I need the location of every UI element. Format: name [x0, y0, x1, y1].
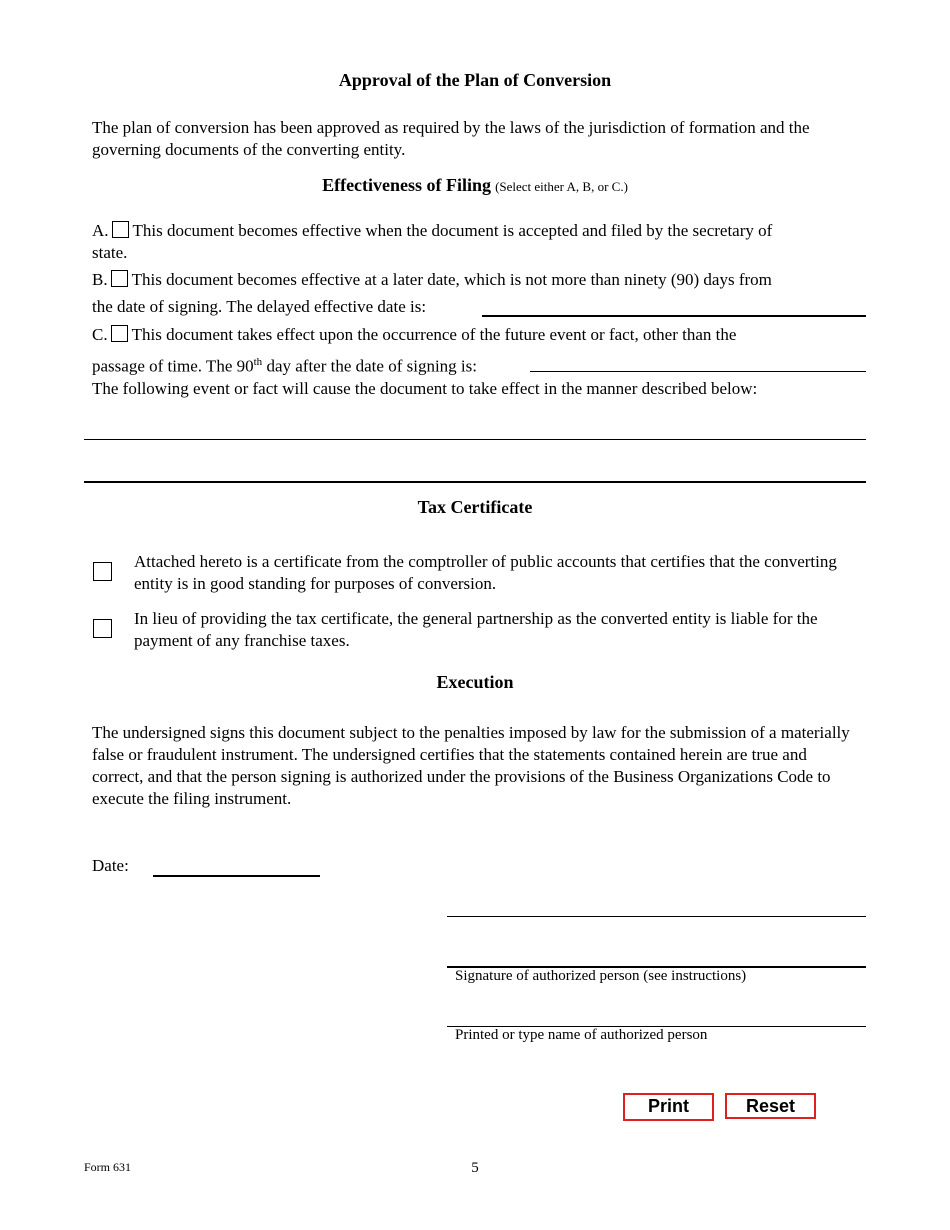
option-b-text-line1: This document becomes effective at a later date, which is not more than ninety (90) days from — [131, 270, 772, 289]
option-c-text-line2-pre: passage of time. The 90 — [92, 356, 254, 376]
approval-heading: Approval of the Plan of Conversion — [338, 70, 612, 90]
option-a-letter: A. — [92, 221, 109, 240]
option-a — [92, 220, 882, 242]
option-a-text-line1: This document becomes effective when the document is accepted and filed by the secretary of — [132, 221, 773, 240]
execution-heading: Execution — [436, 672, 514, 692]
option-b-letter: B. — [92, 270, 108, 289]
signature-label: Signature of authorized person (see instructions) — [455, 968, 747, 984]
effectiveness-heading-row — [0, 175, 950, 196]
printed-name-label: Printed or type name of authorized person — [455, 1027, 708, 1043]
form-number: Form 631 — [84, 1160, 132, 1174]
option-c-superscript: th — [253, 356, 263, 368]
event-fact-text: The following event or fact will cause the document to take effect in the manner described below: — [92, 379, 758, 398]
event-fact-description-field[interactable] — [84, 405, 866, 439]
option-c-letter: C. — [92, 325, 108, 344]
signature-field[interactable] — [447, 944, 866, 966]
delayed-effective-date-field[interactable] — [482, 296, 866, 316]
section-divider — [84, 481, 866, 483]
print-button[interactable]: Print — [623, 1093, 714, 1121]
event-fact-line — [84, 439, 866, 440]
approval-text: The plan of conversion has been approved as required by the laws of the jurisdiction of formation and the governing documents of the converting entity. — [92, 118, 810, 159]
page-number: 5 — [471, 1160, 479, 1176]
franchise-tax-liability-checkbox[interactable] — [93, 619, 112, 638]
option-c-text-line1: This document takes effect upon the occurrence of the future event or fact, other than the — [131, 325, 737, 344]
option-c-checkbox[interactable] — [111, 325, 128, 342]
date-field[interactable] — [153, 857, 320, 876]
ninetieth-day-date-underline — [530, 371, 866, 372]
option-b-text-line2: the date of signing. The delayed effective date is: — [92, 297, 427, 316]
effectiveness-heading: Effectiveness of Filing — [322, 175, 492, 195]
date-label: Date: — [92, 856, 129, 875]
option-c — [92, 324, 882, 346]
reset-button[interactable]: Reset — [725, 1093, 816, 1119]
tax-certificate-attached-checkbox[interactable] — [93, 562, 112, 581]
printed-name-field[interactable] — [447, 1004, 866, 1026]
option-a-checkbox[interactable] — [112, 221, 129, 238]
date-underline — [153, 875, 320, 877]
effectiveness-note: (Select either A, B, or C.) — [495, 179, 628, 194]
tax-certificate-heading: Tax Certificate — [417, 497, 533, 517]
ninetieth-day-date-field[interactable] — [530, 352, 866, 371]
option-a-text-line2: state. — [92, 243, 128, 262]
option-c-text-line2 — [92, 351, 477, 378]
top-signature-line — [447, 916, 866, 917]
delayed-effective-date-underline — [482, 315, 866, 317]
execution-text: The undersigned signs this document subject to the penalties imposed by law for the submission of a materially false or fraudulent instrument. The undersigned certifies that the statements contained herein are true and correct, and that the person signing is authorized under the provisions of the Business Organizations Code to execute the filing instrument. — [92, 723, 850, 808]
option-c-text-line2-post: day after the date of signing is: — [262, 356, 477, 376]
option-b-checkbox[interactable] — [111, 270, 128, 287]
tax-certificate-attached-text: Attached hereto is a certificate from the comptroller of public accounts that certifies that the converting entity is in good standing for purposes of conversion. — [134, 552, 837, 593]
option-b — [92, 269, 882, 291]
franchise-tax-liability-text: In lieu of providing the tax certificate, the general partnership as the converted entity is liable for the payment of any franchise taxes. — [134, 609, 818, 650]
